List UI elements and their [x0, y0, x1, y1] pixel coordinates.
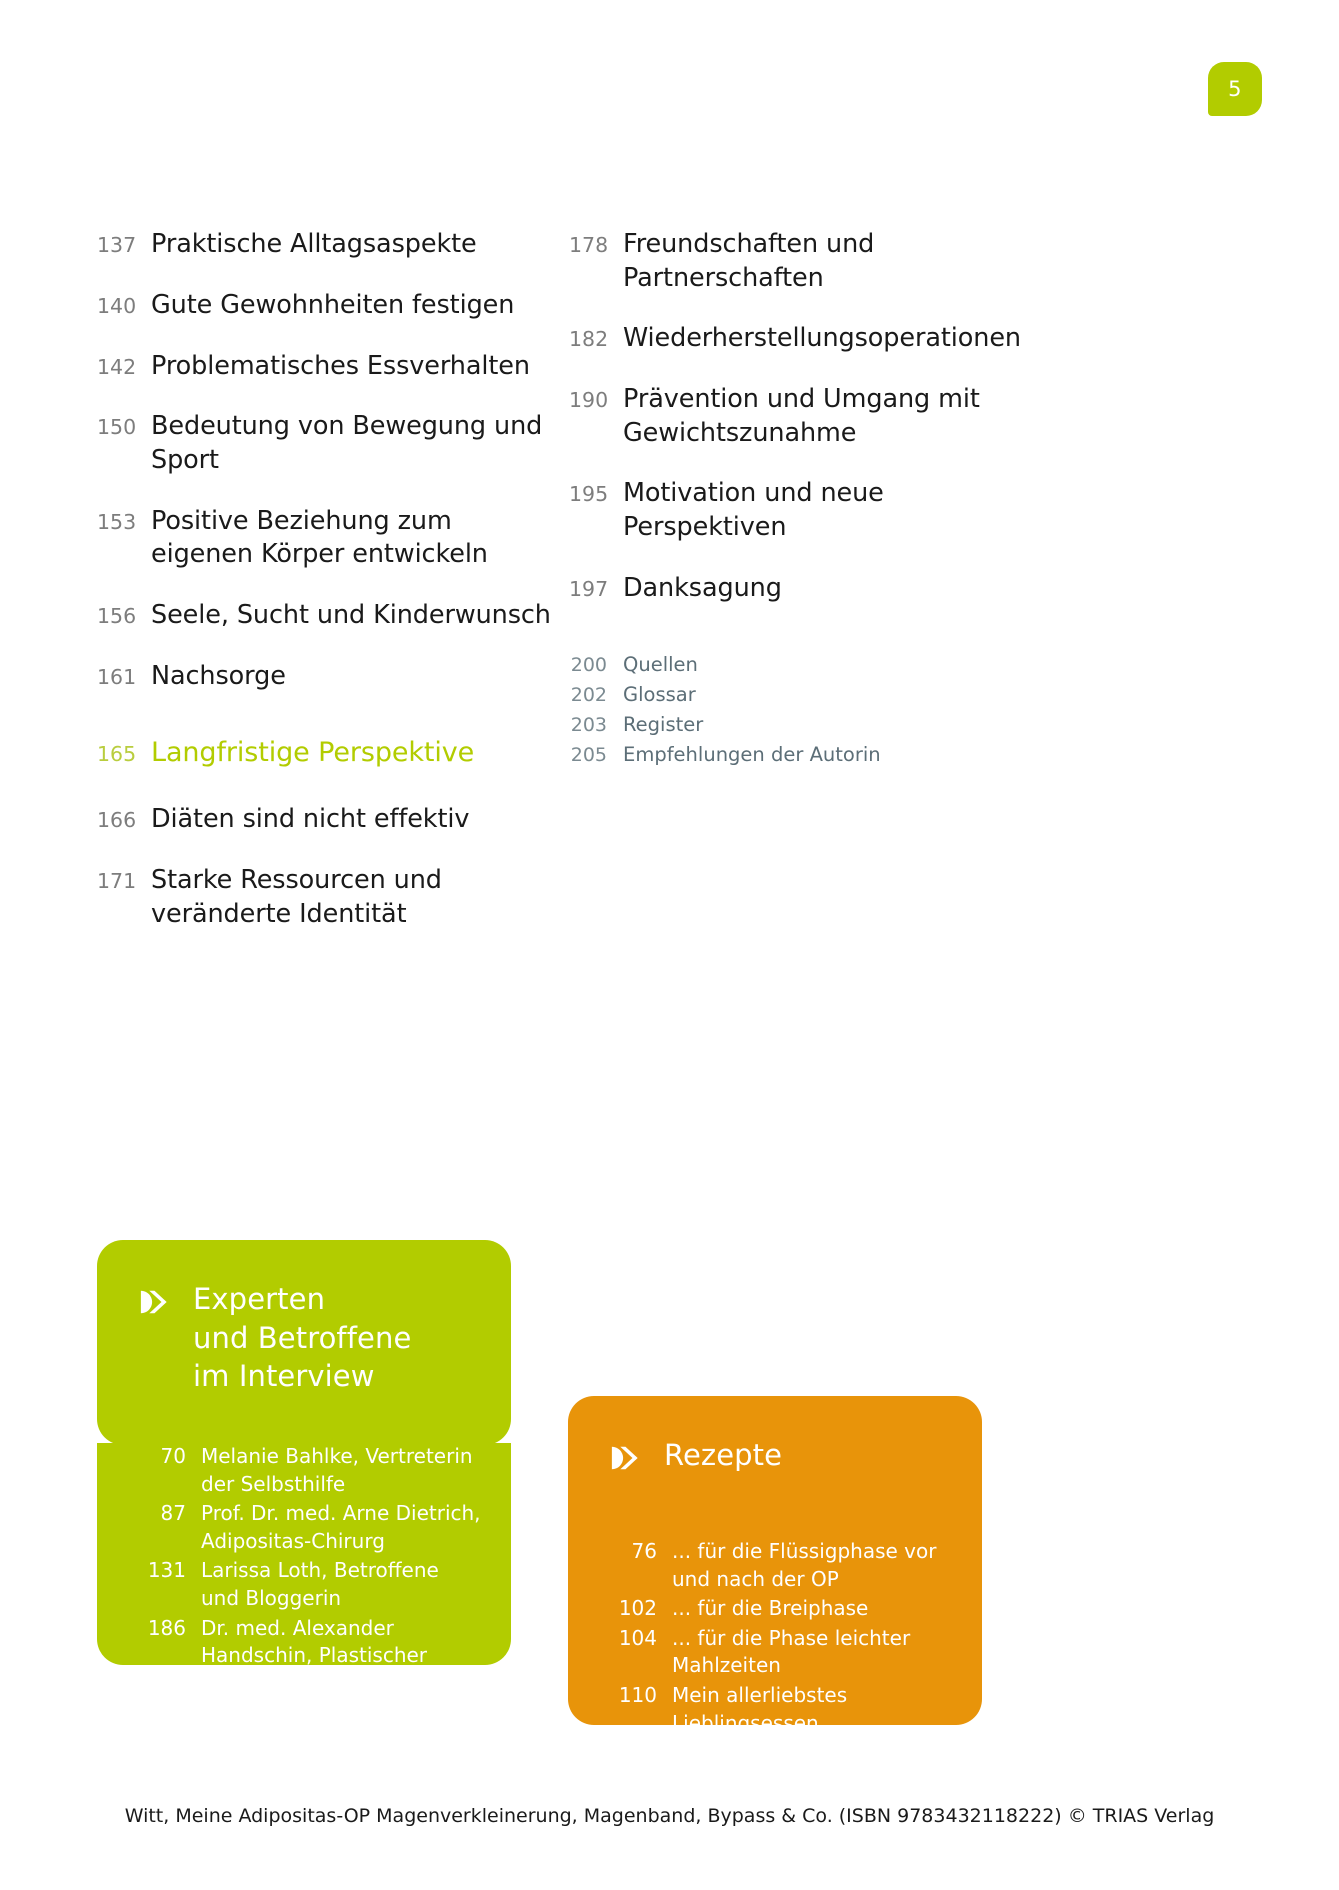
- experts-title-line: und Betroffene: [193, 1320, 412, 1355]
- experts-box-heading: [97, 1240, 511, 1396]
- backmatter-page-number: 205: [570, 744, 607, 767]
- recipes-item-page: 110: [618, 1682, 657, 1707]
- recipes-box-heading: [568, 1396, 982, 1475]
- experts-title-line: im Interview: [193, 1359, 375, 1394]
- toc-page-number: 171: [97, 868, 137, 893]
- backmatter-entry[interactable]: [569, 653, 1031, 676]
- toc-entry[interactable]: [569, 477, 1031, 544]
- toc-entry-title: Prävention und Umgang mit Gewichtszunahme: [623, 384, 980, 448]
- recipes-box-title: Rezepte: [664, 1438, 783, 1472]
- recipes-item-title: Mein allerliebstes Lieblingsessen: [672, 1682, 848, 1735]
- toc-entry-title: Starke Ressourcen und veränderte Identität: [151, 864, 442, 929]
- recipes-list: [568, 1538, 982, 1737]
- toc-page-number: 195: [569, 482, 609, 507]
- toc-entry-title: Motivation und neue Perspektiven: [623, 478, 884, 543]
- toc-page-number: 197: [569, 576, 609, 601]
- backmatter-list: [569, 653, 1031, 766]
- toc-page-number: 178: [569, 233, 609, 257]
- recipes-box-body: [568, 1538, 982, 1735]
- experts-list: [97, 1443, 511, 1697]
- experts-list-item[interactable]: [139, 1500, 481, 1555]
- toc-entry[interactable]: [97, 410, 559, 477]
- experts-item-page: 70: [160, 1444, 186, 1468]
- toc-entry-title: Seele, Sucht und Kinderwunsch: [151, 599, 551, 630]
- toc-entry[interactable]: [97, 505, 559, 572]
- double-chevron-icon: [139, 1287, 169, 1317]
- toc-page-number: 142: [97, 354, 137, 379]
- experts-box-body: [97, 1443, 511, 1695]
- experts-box-title: [193, 1280, 411, 1396]
- toc-entry[interactable]: [97, 228, 559, 262]
- experts-item-page: 186: [147, 1615, 186, 1640]
- experts-list-item[interactable]: [139, 1557, 481, 1612]
- toc-page-number: 165: [97, 742, 137, 767]
- experts-item-title: Prof. Dr. med. Arne Dietrich, Adipositas-Chirurg: [201, 1501, 481, 1553]
- recipes-item-title: ... für die Phase leichter Mahlzeiten: [672, 1625, 911, 1678]
- toc-entry-title: Gute Gewohnheiten festigen: [151, 289, 515, 320]
- double-chevron-icon: [610, 1443, 640, 1473]
- recipes-box-header: [568, 1396, 982, 1540]
- recipes-list-item[interactable]: [610, 1682, 952, 1737]
- backmatter-title: Glossar: [623, 683, 696, 707]
- toc-entry[interactable]: [569, 572, 1031, 606]
- page-number-badge: [1208, 62, 1262, 116]
- toc-page-number: 150: [97, 415, 137, 440]
- toc-page-number: 182: [569, 327, 609, 352]
- experts-item-page: 87: [160, 1501, 186, 1526]
- backmatter-title: Empfehlungen der Autorin: [623, 743, 881, 767]
- backmatter-page-number: 203: [570, 714, 607, 737]
- toc-page-number: 161: [97, 664, 137, 689]
- footer-copyright: Witt, Meine Adipositas-OP Magenverkleinerung, Magenband, Bypass & Co. (ISBN 9783432118222) © TRIAS Verlag: [124, 1805, 1215, 1827]
- recipes-list-item[interactable]: [610, 1625, 952, 1680]
- page-number: 5: [1228, 77, 1242, 101]
- toc-entry-title: Problematisches Essverhalten: [151, 350, 530, 381]
- experts-item-title: Dr. med. Alexander Handschin, Plastischer Chirurg: [201, 1615, 428, 1695]
- toc-section-heading[interactable]: [97, 735, 559, 771]
- toc-page-number: 166: [97, 808, 137, 833]
- toc-entry[interactable]: [569, 383, 1031, 450]
- toc-entry-title: Praktische Alltagsaspekte: [151, 229, 477, 259]
- experts-item-title: Melanie Bahlke, Vertreterin der Selbsthilfe: [201, 1444, 473, 1496]
- toc-page-number: 140: [97, 293, 137, 318]
- recipes-list-item[interactable]: [610, 1538, 952, 1593]
- toc-entry[interactable]: [569, 228, 1031, 295]
- toc-entry-title: Freundschaften und Partnerschaften: [623, 229, 875, 293]
- toc-entry-title: Danksagung: [623, 572, 782, 603]
- recipes-item-page: 76: [631, 1539, 657, 1563]
- toc-right-column: [569, 228, 1031, 958]
- toc-entry-title: Nachsorge: [151, 660, 286, 691]
- recipes-item-title: ... für die Flüssigphase vor und nach der OP: [672, 1539, 937, 1591]
- experts-title-line: Experten: [193, 1282, 326, 1316]
- backmatter-page-number: 200: [570, 654, 607, 677]
- toc-entry[interactable]: [97, 660, 559, 694]
- backmatter-page-number: 202: [570, 684, 607, 707]
- toc-entry[interactable]: [97, 803, 559, 837]
- backmatter-entry[interactable]: [569, 713, 1031, 736]
- toc-entry[interactable]: [97, 864, 559, 931]
- backmatter-entry[interactable]: [569, 683, 1031, 706]
- toc-entry[interactable]: [97, 289, 559, 323]
- backmatter-title: Quellen: [623, 653, 698, 677]
- toc-entry-title: Diäten sind nicht effektiv: [151, 804, 470, 835]
- experts-list-item[interactable]: [139, 1443, 481, 1498]
- toc-page-number: 153: [97, 509, 137, 534]
- toc-entry[interactable]: [97, 350, 559, 384]
- recipes-item-page: 104: [618, 1625, 657, 1650]
- experts-item-page: 131: [147, 1558, 186, 1583]
- table-of-contents: [97, 228, 1242, 958]
- toc-entry-title: Positive Beziehung zum eigenen Körper entwickeln: [151, 505, 488, 570]
- toc-entry[interactable]: [569, 322, 1031, 356]
- toc-entry-title: Bedeutung von Bewegung und Sport: [151, 411, 543, 475]
- toc-page-number: 190: [569, 388, 609, 413]
- toc-page-number: 137: [97, 233, 137, 257]
- backmatter-entry[interactable]: [569, 743, 1031, 766]
- toc-page-number: 156: [97, 603, 137, 628]
- toc-section-title: Langfristige Perspektive: [151, 737, 475, 769]
- toc-left-column: [97, 228, 559, 958]
- experts-list-item[interactable]: [139, 1615, 481, 1698]
- experts-box-header: [97, 1240, 511, 1445]
- recipes-list-item[interactable]: [610, 1595, 952, 1623]
- experts-item-title: Larissa Loth, Betroffene und Bloggerin: [201, 1558, 439, 1610]
- recipes-item-title: ... für die Breiphase: [672, 1596, 869, 1621]
- backmatter-title: Register: [623, 713, 704, 737]
- toc-entry[interactable]: [97, 599, 559, 633]
- toc-entry-title: Wiederherstellungsoperationen: [623, 323, 1021, 354]
- recipes-item-page: 102: [618, 1596, 657, 1621]
